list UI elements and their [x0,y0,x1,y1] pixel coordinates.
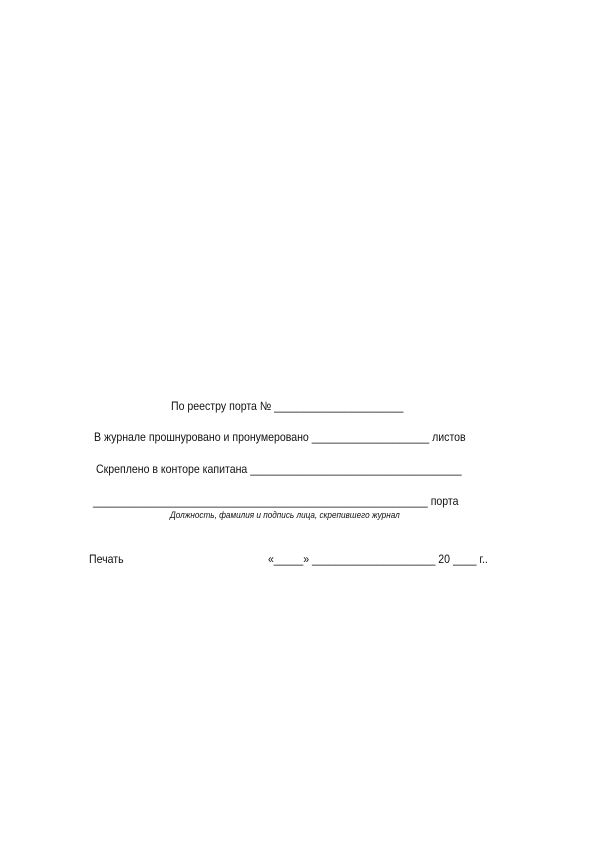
registry-number-line: По реестру порта № ______________________ [171,399,404,413]
signature-caption: Должность, фамилия и подпись лица, скрепившего журнал [170,510,400,521]
port-signature-line: _________________________________________________________ порта [93,494,459,508]
seal-label: Печать [89,552,124,566]
journal-pages-line: В журнале прошнуровано и пронумеровано ____________________ листов [94,430,466,444]
date-line: «_____» _____________________ 20 ____ г.. [268,552,488,566]
fastened-by-captain-office-line: Скреплено в конторе капитана ____________________________________ [96,462,462,476]
